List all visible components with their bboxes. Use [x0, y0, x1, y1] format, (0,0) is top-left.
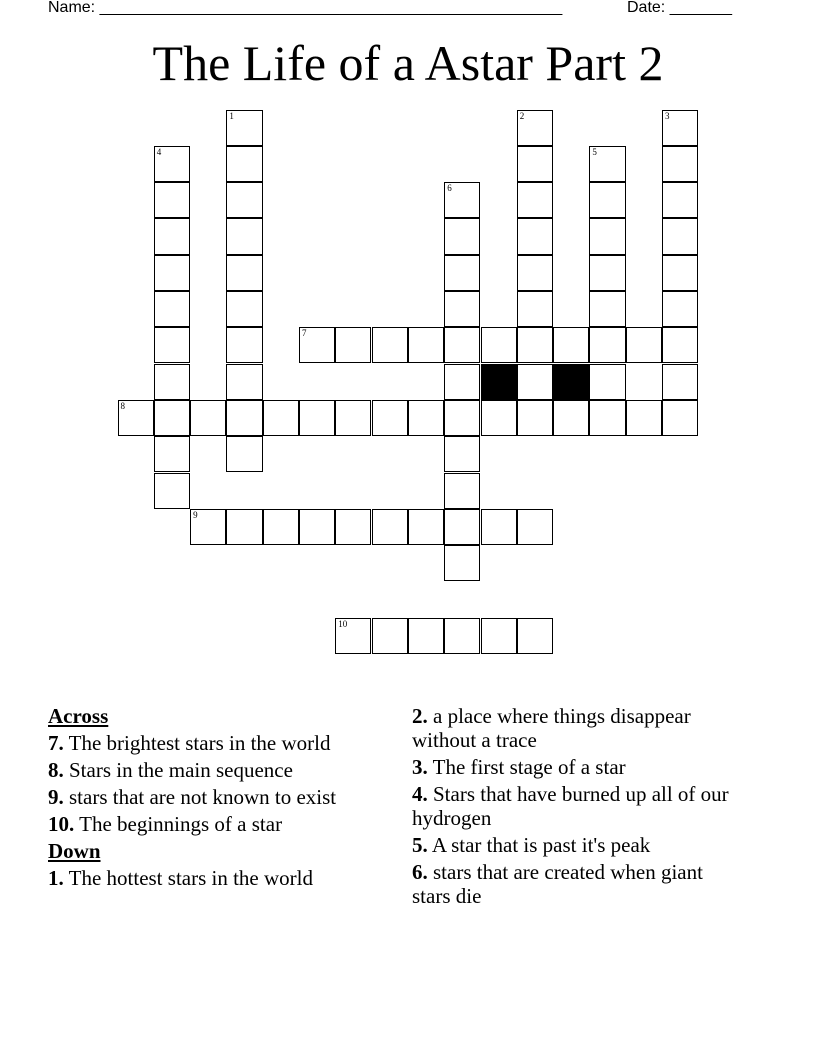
crossword-cell[interactable] — [444, 327, 480, 363]
clues-column-right — [412, 704, 742, 911]
clue-number: 7. — [48, 731, 64, 755]
crossword-cell[interactable] — [226, 182, 262, 218]
crossword-cell[interactable] — [481, 618, 517, 654]
date-field-label: Date: _______ — [627, 0, 732, 16]
clue-down-6 — [412, 860, 742, 908]
crossword-cell[interactable] — [553, 327, 589, 363]
clue-text: a place where things disappear without a trace — [412, 704, 691, 752]
clue-down-5 — [412, 833, 742, 857]
clue-text: stars that are not known to exist — [63, 785, 337, 809]
clue-number: 8. — [48, 758, 64, 782]
crossword-cell[interactable] — [517, 110, 553, 146]
crossword-cell[interactable] — [444, 218, 480, 254]
crossword-cell[interactable] — [154, 291, 190, 327]
clue-across-8 — [48, 758, 378, 782]
name-field-label: Name: ____________________________________________________ — [48, 0, 563, 16]
clues-column-left — [48, 704, 378, 893]
cell-number: 8 — [120, 400, 125, 411]
crossword-cell[interactable] — [408, 400, 444, 436]
crossword-cell[interactable] — [517, 255, 553, 291]
crossword-cell[interactable] — [662, 218, 698, 254]
clue-text: The beginnings of a star — [74, 812, 283, 836]
crossword-cell[interactable] — [589, 218, 625, 254]
crossword-cell[interactable] — [226, 218, 262, 254]
crossword-cell[interactable] — [372, 618, 408, 654]
crossword-cell[interactable] — [226, 436, 262, 472]
crossword-cell[interactable] — [626, 400, 662, 436]
crossword-cell[interactable] — [444, 255, 480, 291]
crossword-cell[interactable] — [662, 400, 698, 436]
crossword-cell[interactable] — [662, 146, 698, 182]
crossword-cell[interactable] — [589, 400, 625, 436]
crossword-cell[interactable] — [589, 182, 625, 218]
clue-text: A star that is past it's peak — [427, 833, 651, 857]
crossword-cell[interactable] — [444, 618, 480, 654]
crossword-cell[interactable] — [154, 218, 190, 254]
crossword-cell[interactable] — [517, 182, 553, 218]
crossword-cell[interactable] — [263, 400, 299, 436]
crossword-cell[interactable] — [372, 327, 408, 363]
crossword-cell[interactable] — [662, 255, 698, 291]
crossword-cell[interactable] — [662, 291, 698, 327]
crossword-cell[interactable] — [226, 146, 262, 182]
crossword-cell[interactable] — [154, 473, 190, 509]
crossword-cell[interactable] — [299, 400, 335, 436]
crossword-cell[interactable] — [408, 327, 444, 363]
cell-number: 7 — [302, 328, 307, 339]
clue-text: Stars that have burned up all of our hydrogen — [412, 782, 729, 830]
crossword-cell[interactable] — [553, 400, 589, 436]
crossword-cell[interactable] — [154, 182, 190, 218]
crossword-cell[interactable] — [190, 509, 226, 545]
across-heading: Across — [48, 704, 109, 728]
crossword-cell[interactable] — [444, 545, 480, 581]
crossword-cell[interactable] — [226, 364, 262, 400]
clue-number: 10. — [48, 812, 75, 836]
crossword-cell[interactable] — [481, 400, 517, 436]
cell-number: 6 — [447, 183, 452, 194]
crossword-cell[interactable] — [408, 509, 444, 545]
cell-number: 5 — [592, 146, 597, 157]
clue-down-4 — [412, 782, 742, 830]
cell-number: 1 — [229, 110, 234, 121]
clue-number: 1. — [48, 866, 64, 890]
crossword-cell[interactable] — [662, 110, 698, 146]
crossword-cell[interactable] — [444, 400, 480, 436]
crossword-cell[interactable] — [372, 400, 408, 436]
crossword-cell[interactable] — [335, 400, 371, 436]
crossword-cell[interactable] — [408, 618, 444, 654]
crossword-cell[interactable] — [481, 327, 517, 363]
crossword-cell[interactable] — [589, 255, 625, 291]
crossword-cell[interactable] — [154, 436, 190, 472]
crossword-cell[interactable] — [154, 327, 190, 363]
crossword-cell[interactable] — [154, 146, 190, 182]
crossword-cell[interactable] — [299, 509, 335, 545]
clue-number: 9. — [48, 785, 64, 809]
clue-text: The brightest stars in the world — [63, 731, 331, 755]
clue-down-3 — [412, 755, 742, 779]
black-square — [553, 364, 589, 400]
crossword-cell[interactable] — [154, 400, 190, 436]
crossword-cell[interactable] — [263, 509, 299, 545]
crossword-cell[interactable] — [118, 400, 154, 436]
cell-number: 2 — [519, 110, 525, 121]
crossword-cell[interactable] — [662, 327, 698, 363]
crossword-cell[interactable] — [299, 327, 335, 363]
crossword-cell[interactable] — [517, 364, 553, 400]
crossword-cell[interactable] — [444, 509, 480, 545]
crossword-cell[interactable] — [517, 218, 553, 254]
crossword-cell[interactable] — [444, 291, 480, 327]
clue-text: stars that are created when giant stars die — [412, 860, 703, 908]
crossword-cell[interactable] — [226, 255, 262, 291]
crossword-cell[interactable] — [517, 327, 553, 363]
crossword-cell[interactable] — [226, 327, 262, 363]
crossword-cell[interactable] — [481, 509, 517, 545]
cell-number: 4 — [156, 146, 162, 157]
crossword-cell[interactable] — [444, 436, 480, 472]
crossword-cell[interactable] — [517, 509, 553, 545]
crossword-cell[interactable] — [517, 146, 553, 182]
black-square — [481, 364, 517, 400]
crossword-cell[interactable] — [226, 291, 262, 327]
cell-number: 9 — [193, 509, 198, 520]
crossword-cell[interactable] — [517, 400, 553, 436]
crossword-cell[interactable] — [190, 400, 226, 436]
crossword-cell[interactable] — [154, 364, 190, 400]
crossword-cell[interactable] — [335, 327, 371, 363]
crossword-cell[interactable] — [372, 509, 408, 545]
crossword-cell[interactable] — [226, 110, 262, 146]
down-heading: Down — [48, 839, 101, 863]
clue-across-10 — [48, 812, 378, 836]
crossword-cell[interactable] — [589, 146, 625, 182]
clue-text: Stars in the main sequence — [63, 758, 293, 782]
crossword-cell[interactable] — [662, 364, 698, 400]
crossword-cell[interactable] — [517, 618, 553, 654]
clue-number: 5. — [412, 833, 428, 857]
clue-number: 4. — [412, 782, 428, 806]
clue-across-9 — [48, 785, 378, 809]
cell-number: 10 — [338, 618, 348, 629]
crossword-cell[interactable] — [662, 182, 698, 218]
crossword-cell[interactable] — [335, 509, 371, 545]
crossword-cell[interactable] — [444, 473, 480, 509]
cell-number: 3 — [665, 110, 670, 121]
clue-across-7 — [48, 731, 378, 755]
crossword-cell[interactable] — [335, 618, 371, 654]
crossword-cell[interactable] — [517, 291, 553, 327]
crossword-cell[interactable] — [154, 255, 190, 291]
crossword-cell[interactable] — [444, 364, 480, 400]
crossword-cell[interactable] — [226, 509, 262, 545]
page-title: The Life of a Astar Part 2 — [152, 35, 664, 91]
clue-number: 2. — [412, 704, 428, 728]
crossword-cell[interactable] — [626, 327, 662, 363]
crossword-cell[interactable] — [589, 291, 625, 327]
clue-number: 3. — [412, 755, 428, 779]
crossword-cell[interactable] — [589, 327, 625, 363]
clue-text: The hottest stars in the world — [63, 866, 313, 890]
crossword-cell[interactable] — [444, 182, 480, 218]
clue-text: The first stage of a star — [427, 755, 626, 779]
crossword-cell[interactable] — [589, 364, 625, 400]
clue-down-2 — [412, 704, 742, 752]
crossword-cell[interactable] — [226, 400, 262, 436]
clue-number: 6. — [412, 860, 428, 884]
clue-down-1 — [48, 866, 378, 890]
